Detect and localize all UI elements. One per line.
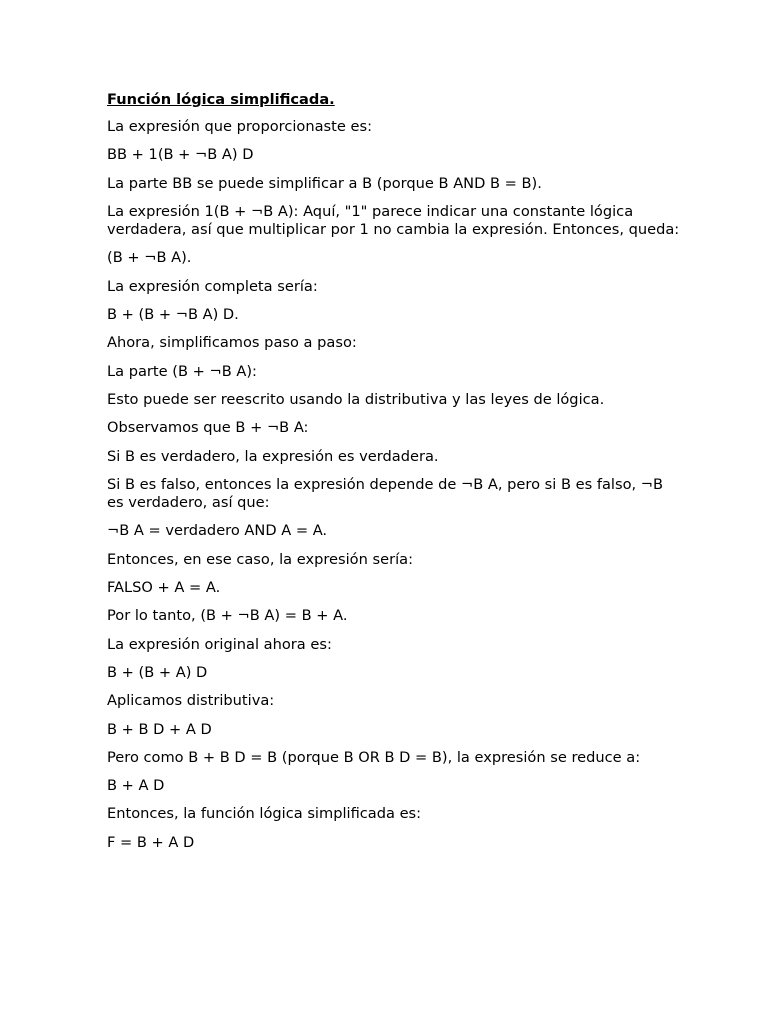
paragraph-17: Por lo tanto, (B + ¬B A) = B + A.: [107, 607, 348, 625]
paragraph-2: BB + 1(B + ¬B A) D: [107, 146, 254, 164]
paragraph-16: FALSO + A = A.: [107, 579, 221, 597]
paragraph-1: La expresión que proporcionaste es:: [107, 118, 372, 135]
paragraph-23: B + A D: [107, 777, 165, 795]
document-title: Función lógica simplificada.: [107, 91, 335, 108]
paragraph-14: ¬B A = verdadero AND A = A.: [107, 522, 328, 540]
paragraph-10: Esto puede ser reescrito usando la distributiva y las leyes de lógica.: [107, 390, 605, 408]
paragraph-8: Ahora, simplificamos paso a paso:: [107, 334, 357, 352]
paragraph-11: Observamos que B + ¬B A:: [107, 419, 309, 437]
paragraph-15: Entonces, en ese caso, la expresión sería:: [107, 550, 413, 568]
paragraph-12: Si B es verdadero, la expresión es verdadera.: [107, 447, 439, 465]
document-page: [107, 90, 682, 862]
paragraph-3: La parte BB se puede simplificar a B (porque B AND B = B).: [107, 174, 542, 192]
paragraph-25: F = B + A D: [107, 833, 195, 851]
paragraph-21: B + B D + A D: [107, 720, 212, 738]
paragraph-13: Si B es falso, entonces la expresión depende de ¬B A, pero si B es falso, ¬B es verdadero, así que:: [107, 475, 664, 512]
paragraph-18: La expresión original ahora es:: [107, 635, 332, 653]
paragraph-4: La expresión 1(B + ¬B A): Aquí, "1" parece indicar una constante lógica verdadera, así que multiplicar por 1 no cambia la expresión. Entonces, queda:: [107, 202, 680, 239]
paragraph-5: (B + ¬B A).: [107, 249, 192, 267]
paragraph-6: La expresión completa sería:: [107, 277, 318, 295]
paragraph-9: La parte (B + ¬B A):: [107, 362, 257, 380]
paragraph-19: B + (B + A) D: [107, 663, 208, 681]
paragraph-7: B + (B + ¬B A) D.: [107, 306, 239, 324]
paragraph-20: Aplicamos distributiva:: [107, 692, 275, 710]
paragraph-22: Pero como B + B D = B (porque B OR B D = B), la expresión se reduce a:: [107, 748, 641, 766]
paragraph-24: Entonces, la función lógica simplificada es:: [107, 805, 422, 823]
